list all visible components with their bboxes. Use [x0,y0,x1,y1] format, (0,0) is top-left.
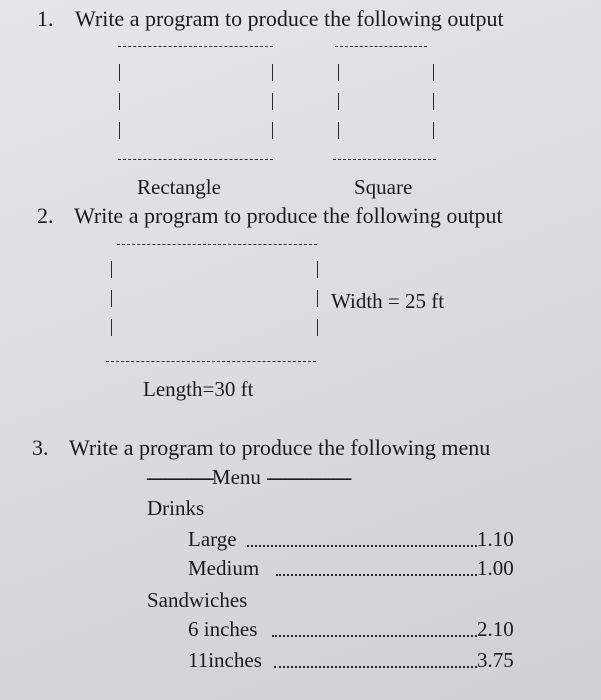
square-left-bar [338,93,339,110]
menu-section-drinks: Drinks [147,496,205,520]
menu-item-leader [247,545,477,547]
menu-item-price: 1.00 [477,556,514,580]
box-right-bar [317,319,318,336]
box-bottom-dash [106,361,316,362]
length-label: Length=30 ft [143,377,254,401]
rectangle-left-bar [119,122,120,139]
menu-header-right-dashes: ------------------- [266,465,350,489]
square-right-bar [433,64,434,81]
question-1-number: 1. [37,6,54,31]
square-label: Square [354,175,413,199]
width-label: Width = 25 ft [331,289,445,313]
box-left-bar [111,261,112,278]
square-left-bar [338,122,339,139]
box-left-bar [111,319,112,336]
box-right-bar [317,261,318,278]
menu-item-leader [274,666,477,668]
rectangle-label: Rectangle [137,175,221,199]
rectangle-bottom-dash [118,159,273,160]
menu-title: Menu [211,465,261,489]
square-top-dash [335,46,427,47]
menu-item-name: 6 inches [188,617,258,641]
square-right-bar [433,93,434,110]
question-2-text: Write a program to produce the following output [74,203,503,228]
rectangle-right-bar [272,64,273,81]
menu-item-leader [272,635,477,637]
box-top-dash [117,244,317,245]
rectangle-left-bar [119,93,120,110]
rectangle-right-bar [272,122,273,139]
rectangle-left-bar [119,64,120,81]
square-bottom-dash [333,159,436,160]
menu-item-price: 3.75 [477,648,514,672]
square-left-bar [338,64,339,81]
menu-section-sandwiches: Sandwiches [147,588,248,612]
rectangle-right-bar [272,93,273,110]
rectangle-top-dash [118,46,273,47]
menu-item-name: 11inches [188,648,262,672]
question-1-text: Write a program to produce the following output [75,6,504,31]
menu-item-price: 2.10 [477,617,514,641]
menu-header [146,465,350,490]
question-2-number: 2. [37,203,54,228]
question-3-text: Write a program to produce the following menu [69,435,491,460]
question-3-number: 3. [32,435,49,460]
menu-header-left-dashes: --------------- [146,465,212,489]
menu-item-name: Large [188,527,237,551]
menu-item-name: Medium [188,556,260,580]
box-right-bar [317,290,318,307]
menu-item-leader [276,574,477,576]
box-left-bar [111,290,112,307]
square-right-bar [433,122,434,139]
menu-item-price: 1.10 [477,527,514,551]
